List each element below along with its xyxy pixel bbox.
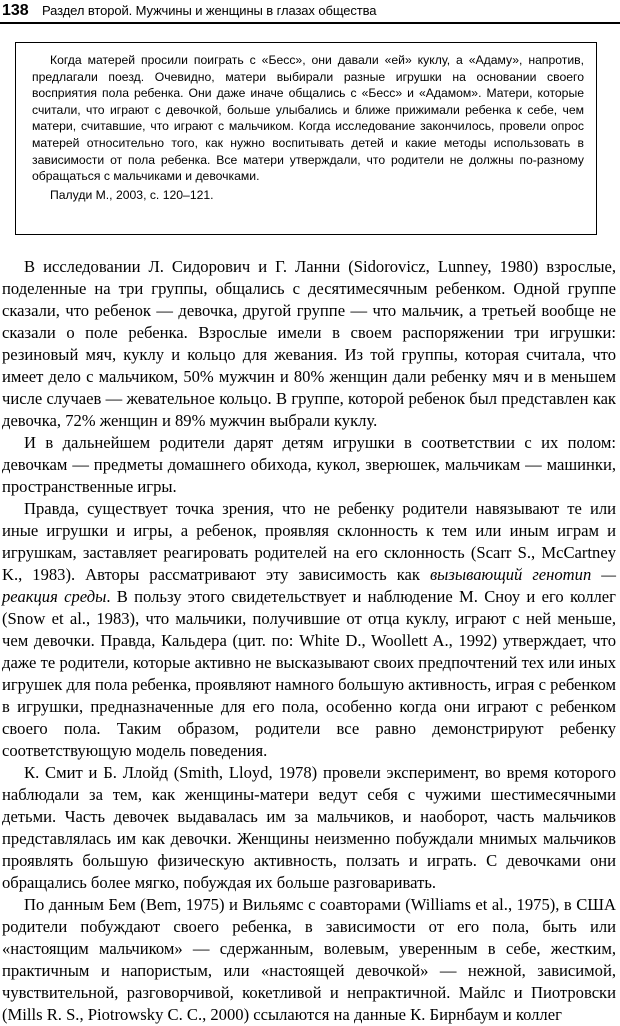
paragraph-1: В исследовании Л. Сидорович и Г. Ланни (Sidorovicz, Lunney, 1980) взрослые, поделенные на три группы, общались с десятимесячным ребенком. Одной группе сказали, что ребенок — девочка, другой группе — что мальчик, а третьей вообще не сказали о поле ребенка. Взрослые имели в своем распоряжении три игрушки: резиновый мяч, куклу и кольцо для жевания. Из той группы, которая считала, что имеет дело с мальчиком, 50% мужчин и 80% женщин дали ребенку мяч и в меньшем числе случаев — жевательное кольцо. В группе, которой ребенок был представлен как девочка, 72% женщин и 89% мужчин выбрали куклу.: [2, 257, 616, 430]
running-title: Раздел второй. Мужчины и женщины в глазах общества: [42, 3, 377, 18]
quote-box: [15, 42, 597, 235]
quote-text: Когда матерей просили поиграть с «Бесс», они давали «ей» куклу, а «Адаму», напротив, предлагали поезд. Очевидно, матери выбирали разные игрушки на основании своего восприятия пола ребенка. Они даже иначе общались с «Бесс» и «Адамом». Матери, которые считали, что играют с девочкой, больше улыбались и ближе прижимали ребенка к себе, чем матери, считавшие, что играют с мальчиком. Когда исследование закончилось, провели опрос матерей относительно того, как нужно воспитывать детей и какие методы использовать в зависимости от пола ребенка. Все матери утверждали, что родители не должны по-разному обращаться с мальчиками и девочками.: [32, 53, 584, 184]
page-header: [0, 0, 620, 24]
page-number: 138: [2, 2, 29, 19]
paragraph-2: И в дальнейшем родители дарят детям игрушки в соответствии с их полом: девочкам — предметы домашнего обихода, кукол, зверюшек, мальчикам — машинки, пространственные игры.: [2, 433, 616, 496]
term-emphasis: вызывающий генотип — реакция среды: [2, 565, 617, 606]
paragraph-3: [2, 498, 616, 762]
paragraph-5: По данным Бем (Bem, 1975) и Вильямс с соавторами (Williams et al., 1975), в США родители побуждают своего ребенка, в зависимости от его пола, быть или «настоящим мальчиком» — сдержанным, волевым, уверенным в себе, жестким, практичным и напористым, или «настоящей девочкой» — нежной, зависимой, чувствительной, разговорчивой, кокетливой и непрактичной. Майлс и Пиотровски (Mills R. S., Piotrowsky C. C., 2000) ссылаются на данные К. Бирнбаум и коллег: [2, 895, 616, 1024]
quote-citation: Палуди М., 2003, с. 120–121.: [50, 187, 214, 202]
paragraph-3-end: . В пользу этого свидетельствует и наблюдение М. Сноу и его коллег (Snow et al., 1983), что мальчики, получившие от отца куклу, играют с ней меньше, чем девочки. Правда, Кальдера (цит. по: White D., Woollett A., 1992) утверждает, что даже те родители, которые активно не высказывают своих предпочтений тех или иных игрушек для пола ребенка, проявляют намного большую активность, играя с ребенком в игрушки, предназначенные для его пола, особенно когда они играют с ребенком своего пола. Таким образом, родители все равно демонстрируют ребенку соответствующую модель поведения.: [2, 587, 616, 760]
main-text: [2, 256, 616, 1026]
paragraph-3-start: Правда, существует точка зрения, что не ребенку родители навязывают те или иные игрушки и игры, а ребенок, проявляя склонность к тем или иным играм и игрушкам, заставляет реагировать родителей на его склонность (Scarr S., McCartney K., 1983). Авторы рассматривают эту зависимость как: [2, 499, 616, 584]
paragraph-4: К. Смит и Б. Ллойд (Smith, Lloyd, 1978) провели эксперимент, во время которого наблюдали за тем, как женщины-матери ведут себя с чужими шестимесячными детьми. Часть девочек выдавалась им за мальчиков, и наоборот, часть мальчиков представлялась им как девочки. Женщины неизменно побуждали мнимых мальчиков проявлять большую физическую активность, ползать и играть. С девочками они обращались более мягко, побуждая их больше разговаривать.: [2, 763, 616, 892]
